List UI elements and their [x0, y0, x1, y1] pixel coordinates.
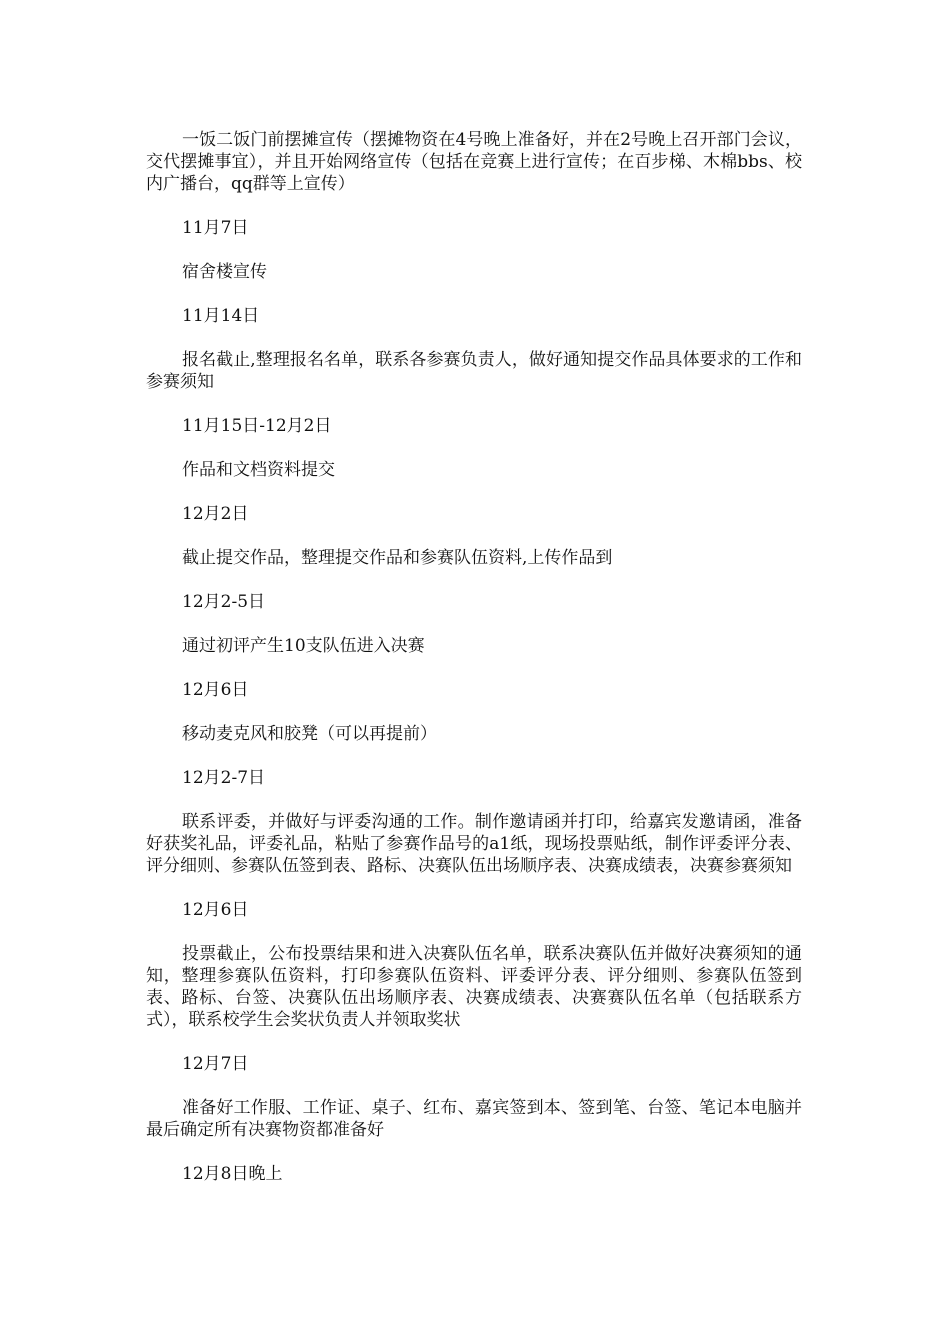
date-label: 11月15日-12月2日: [182, 416, 332, 436]
date-label: 12月8日晚上: [182, 1164, 283, 1184]
paragraph-voting-deadline: 投票截止，公布投票结果和进入决赛队伍名单，联系决赛队伍并做好决赛须知的通知，整理参赛队伍资料，打印参赛队伍资料、评委评分表、评分细则、参赛队伍签到表、路标、台签、决赛队伍出场顺序表、决赛成绩表、决赛赛队伍名单（包括联系方式），联系校学生会奖状负责人并领取奖状: [146, 944, 802, 1030]
date-label: 12月2-5日: [182, 592, 266, 612]
date-label: 12月2-7日: [182, 768, 266, 788]
paragraph-submission-deadline: 截止提交作品，整理提交作品和参赛队伍资料,上传作品到: [182, 548, 613, 568]
paragraph-registration-deadline: 报名截止,整理报名名单，联系各参赛负责人，做好通知提交作品具体要求的工作和参赛须知: [146, 350, 802, 392]
paragraph-judges-preparation: 联系评委，并做好与评委沟通的工作。制作邀请函并打印，给嘉宾发邀请函，准备好获奖礼品，评委礼品，粘贴了参赛作品号的a1纸，现场投票贴纸，制作评委评分表、评分细则、参赛队伍签到表、路标、决赛队伍出场顺序表、决赛成绩表，决赛参赛须知: [146, 812, 802, 876]
date-label: 12月6日: [182, 900, 249, 920]
date-label: 12月6日: [182, 680, 249, 700]
document-body: [146, 129, 802, 1207]
date-label: 12月7日: [182, 1054, 249, 1074]
date-label: 11月14日: [182, 306, 260, 326]
paragraph-equipment: 移动麦克风和胶凳（可以再提前）: [182, 724, 437, 744]
paragraph-preliminary-review: 通过初评产生10支队伍进入决赛: [182, 636, 425, 656]
paragraph-dorm-promotion: 宿舍楼宣传: [182, 262, 267, 282]
paragraph-promotion-booth: 一饭二饭门前摆摊宣传（摆摊物资在4号晚上准备好，并在2号晚上召开部门会议，交代摆摊事宜），并且开始网络宣传（包括在竞赛上进行宣传；在百步梯、木棉bbs、校内广播台，qq群等上宣传）: [146, 130, 802, 194]
paragraph-submission: 作品和文档资料提交: [182, 460, 335, 480]
date-label: 12月2日: [182, 504, 249, 524]
date-label: 11月7日: [182, 218, 249, 238]
paragraph-final-materials: 准备好工作服、工作证、桌子、红布、嘉宾签到本、签到笔、台签、笔记本电脑并最后确定所有决赛物资都准备好: [146, 1098, 802, 1140]
